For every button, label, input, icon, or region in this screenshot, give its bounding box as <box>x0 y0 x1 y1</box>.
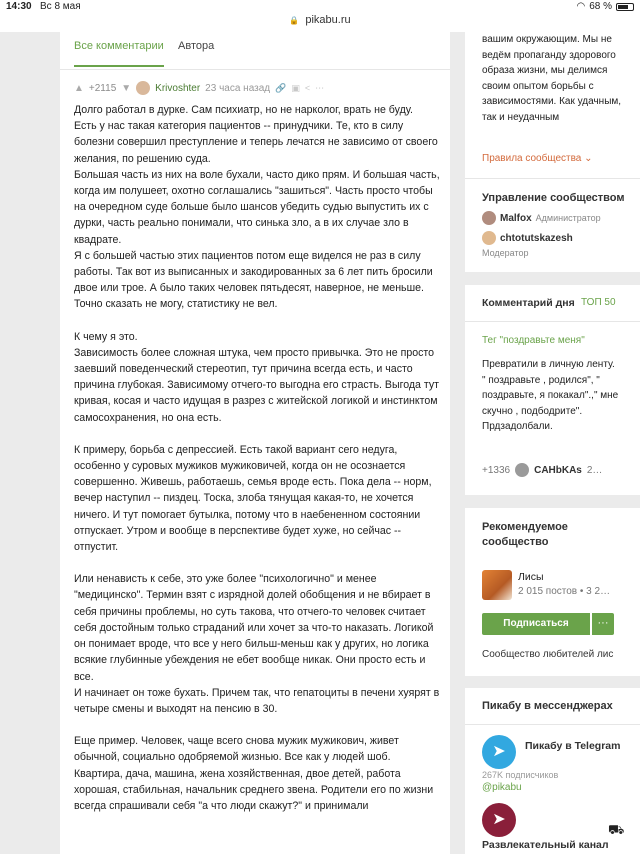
telegram-icon[interactable]: ➤ <box>482 735 516 769</box>
paint-bucket-icon[interactable]: ⛟ <box>608 822 625 837</box>
comment-of-day-card <box>465 285 640 495</box>
comment-paragraph: Или ненависть к себе, это уже более "психологично" и менее "медицинско". Термин взят с изрядной долей обобщения и не вбирает в себя причины проблемы, но суть такова, что отчего-то человек считает себя достойным только страданий или хочет за что-то наказать. Логикой он понимает вроде, что все у него бильш-меньш как у других, но логика всякие глубинные убеждения не ебет вообще никак. Они просто есть и все. И начинает он тоже бухать. Причем так, что гепатоциты в печени хуярят в четыре смены и выходят на пенсию в 30. <box>74 573 440 715</box>
save-icon[interactable]: ▣ <box>291 82 300 93</box>
moderator-name: chtotutskazesh <box>500 232 573 244</box>
moderator-role: Администратор <box>535 213 601 223</box>
lock-icon: 🔒 <box>289 16 300 25</box>
telegram-icon[interactable]: ➤ <box>482 803 516 837</box>
comment-rating: +2115 <box>88 82 117 94</box>
status-indicators <box>576 1 634 12</box>
comment-of-day-rating: +1336 <box>482 464 511 476</box>
recommended-community-card <box>465 508 640 676</box>
tag-link[interactable]: Тег "поздравьте меня" <box>482 335 585 346</box>
share-icon[interactable]: < <box>304 83 311 93</box>
tab-all-comments[interactable]: Все комментарии <box>74 40 164 52</box>
comment-paragraph: К чему я это. Зависимость более сложная штука, чем просто привычка. Это не просто заевший поведенческий стереотип, тут причина всегда есть, и часто причина глубокая. Зависимому отчего-то выгодна его страсть. Выгода тут кривая, косая и часто идущая в разрез с житейской логикой и инстинктом самосохранения, но она есть. <box>74 330 439 424</box>
downvote-icon[interactable]: ▼ <box>121 82 132 94</box>
community-info-card <box>465 32 640 272</box>
more-options-button[interactable]: ··· <box>592 613 614 635</box>
address-bar[interactable] <box>0 14 640 32</box>
comment-time[interactable]: 23 часа назад <box>205 82 271 94</box>
moderator-name: Malfox <box>500 212 532 224</box>
avatar[interactable] <box>515 463 529 477</box>
entertainment-channel-name[interactable]: Развлекательный канал <box>482 839 609 851</box>
status-time: 14:30 <box>6 1 32 12</box>
comment-of-day-text[interactable]: Превратили в личную ленту. " поздравьте , родился", " поздравьте, я покакал".," мне скучно , подбодрите". Прдзадолбали. <box>482 359 619 432</box>
telegram-subscribers: 267K подписчиков <box>482 770 559 780</box>
divider <box>465 724 640 725</box>
comment-of-day-footer <box>482 463 602 477</box>
comment-of-day-time: 2… <box>586 464 603 476</box>
status-date: Вс 8 мая <box>40 1 81 12</box>
community-rules-link[interactable] <box>482 153 593 164</box>
comment-header <box>74 80 324 96</box>
community-description: вашим окружающим. Мы не ведём пропаганду здорового образа жизни, мы делимся своим опытом борьбы с зависимостями. Как удачным, так и неудачным <box>482 34 622 123</box>
divider <box>465 178 640 179</box>
moderator-role: Модератор <box>482 248 529 258</box>
battery-icon <box>616 3 634 11</box>
moderator-row[interactable] <box>482 231 573 245</box>
avatar[interactable] <box>136 81 150 95</box>
moderator-row[interactable] <box>482 211 601 225</box>
fox-community-image[interactable] <box>482 570 512 600</box>
url-text: pikabu.ru <box>305 14 351 26</box>
avatar <box>482 211 496 225</box>
comment-paragraph: Долго работал в дурке. Сам психиатр, но не нарколог, врать не буду. Есть у нас такая категория пациентов -- принудчики. Те, кто в силу болезни совершил преступление и теперь лечатся не зависимо от своего желания, по решению суда. Большая часть из них на воле бухали, часто дико прям. И большая часть, когда им полушеет, охотно соглашались "зашиться". Часть просто чтобы на очередном суде больше было шансов убедить судью выпустить их с дурки, часть реально понимали, что синька зло, а в их случае зло в квадрате. Я с большей частью этих пациентов потом еще виделся не раз в силу работы. Так вот из выписанных и закодированных за 6 лет пить бросили двое или трое. А было таких человек пятьдесят, наверное, не меньше. Точно сказать не могу, статистику не вел. <box>74 104 440 311</box>
link-icon[interactable]: 🔗 <box>275 82 287 93</box>
telegram-channel-name[interactable]: Пикабу в Telegram <box>525 740 621 752</box>
comment-paragraph: К примеру, борьба с депрессией. Есть такой вариант сего недуга, особенно у суровых мужиков мужиковичей, когда он не осознается совершенно. Живешь, работаешь, семья вроде есть. Пока дела -- норм, вечер наступил -- пиздец. Тоска, злоба тянущая какая-то, не хочется ничего. И тут помогает бутылка, потому что в наебененном состоянии отпускает. Утром и вообще в перспективе будет хуже, но сейчас -- отпустит. <box>74 443 435 554</box>
rules-label: Правила сообщества <box>482 153 582 164</box>
subscribe-button[interactable]: Подписаться <box>482 613 590 635</box>
comment-of-day-author[interactable]: CAHbKAs <box>534 464 582 476</box>
community-description: Сообщество любителей лис <box>482 649 614 660</box>
top50-link[interactable]: ТОП 50 <box>581 297 616 308</box>
recommended-title: Рекомендуемое сообщество <box>482 521 568 548</box>
status-bar <box>0 0 640 14</box>
comment-paragraph: Еще пример. Человек, чаще всего снова мужик мужикович, живет обычной, социально одобряемой жизнью. Все как у людей шоб. Квартира, дача, машина, жена хозяйственная, двое детей, работа хорошая, стабильная, начальник среднего звена. Родители его по жизни всегда спрашивали себя "а что люди скажут?" и принимали <box>74 735 437 812</box>
comments-tabs <box>60 32 450 70</box>
telegram-handle[interactable]: @pikabu <box>482 782 522 793</box>
community-name[interactable]: Лисы <box>518 571 544 583</box>
divider <box>465 321 640 322</box>
more-icon[interactable]: ⋯ <box>315 82 325 93</box>
comment-text <box>74 102 442 814</box>
upvote-icon[interactable]: ▲ <box>74 82 84 94</box>
chevron-down-icon: ⌄ <box>584 153 593 164</box>
wifi-icon: ◠ <box>576 1 586 12</box>
comments-panel <box>60 32 450 854</box>
messengers-title: Пикабу в мессенджерах <box>482 700 613 712</box>
comment-author[interactable]: Krivoshter <box>155 82 201 94</box>
tab-authors[interactable]: Автора <box>178 40 215 52</box>
battery-percent: 68 % <box>589 1 612 12</box>
avatar <box>482 231 496 245</box>
comment-of-day-title: Комментарий дня <box>482 297 575 309</box>
management-title: Управление сообществом <box>482 192 625 204</box>
community-stats: 2 015 постов • 3 2… <box>518 586 611 597</box>
